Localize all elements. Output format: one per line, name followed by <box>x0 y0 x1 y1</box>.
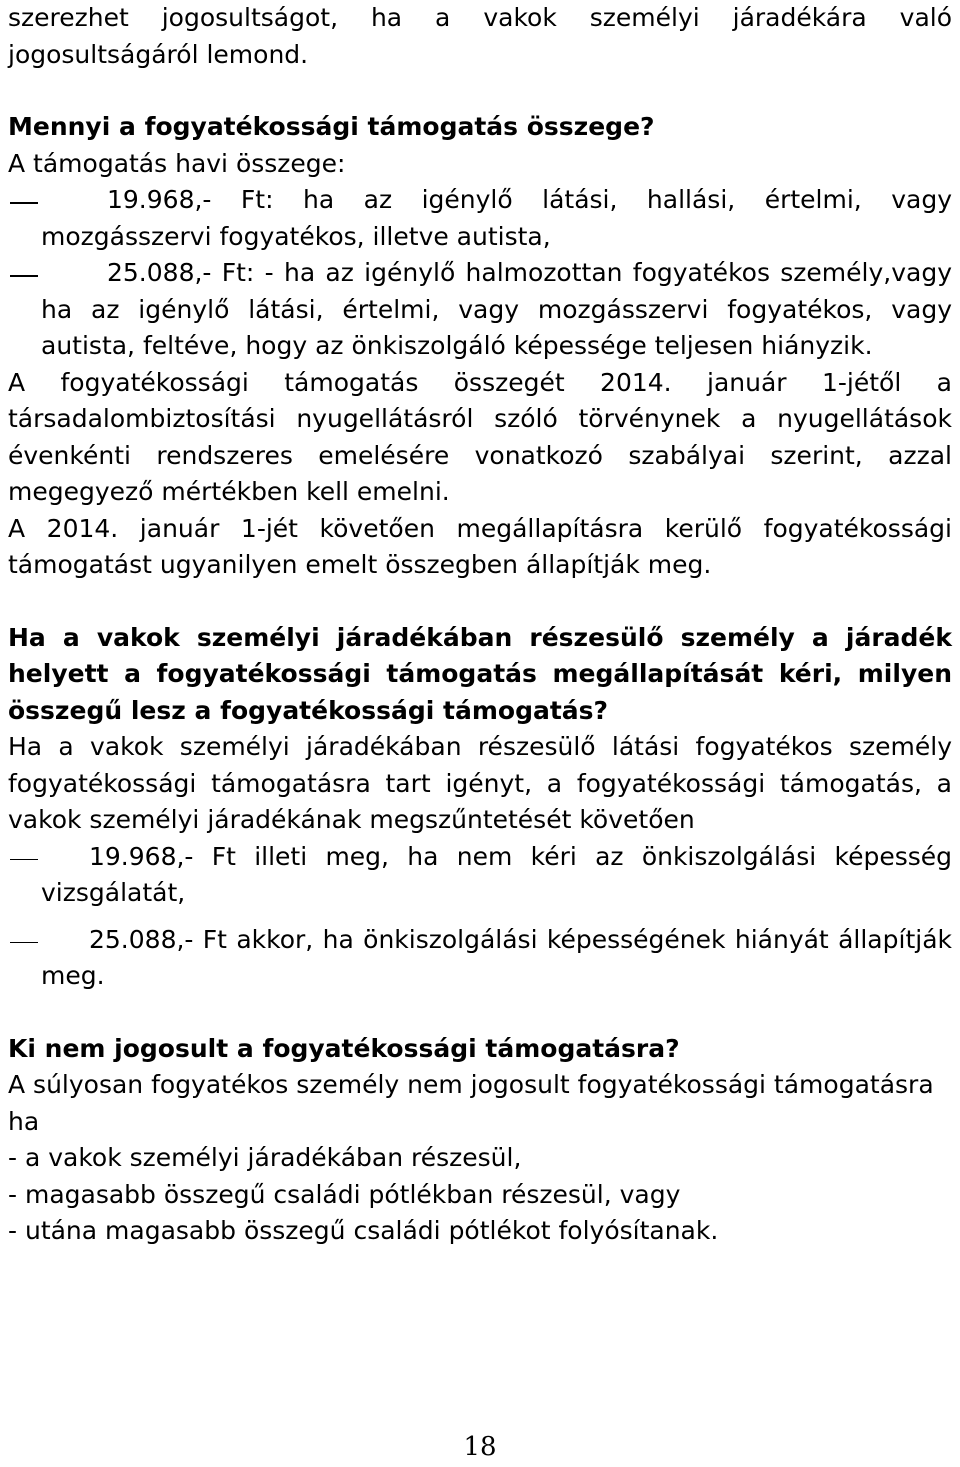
section1-lead: A támogatás havi összege: <box>8 148 346 178</box>
section1-paragraph-after-2014: A 2014. január 1-jét követően megállapításra kerülő fogyatékossági támogatást ugyanilyen emelt összegben állapítják meg. <box>8 513 952 579</box>
spacer <box>8 73 952 109</box>
section1-paragraph-increase: A fogyatékossági támogatás összegét 2014. január 1-jétől a társadalombiztosítási nyugellátásról szóló törvénynek a nyugellátások évenkénti rendszeres emelésére vonatkozó szabályai szerint, azzal megegyező mértékben kell emelni. <box>8 367 952 506</box>
section2-list-item-text: 19.968,- Ft illeti meg, ha nem kéri az önkiszolgálási képesség vizsgálatát, <box>41 841 952 907</box>
section3-list-item: - utána magasabb összegű családi pótlékot folyósítanak. <box>8 1216 719 1245</box>
spacer <box>8 995 952 1031</box>
intro-paragraph: szerezhet jogosultságot, ha a vakok személyi járadékára való jogosultságáról lemond. <box>8 3 952 69</box>
section2-heading: Ha a vakok személyi járadékában részesülő személy a járadék helyett a fogyatékossági támogatás megállapítását kéri, milyen összegű lesz a fogyatékossági támogatás? <box>8 622 952 725</box>
section1-list-item <box>8 182 952 255</box>
section2-list-item <box>8 839 952 912</box>
section3-list-item: - magasabb összegű családi pótlékban részesül, vagy <box>8 1179 681 1209</box>
section1-heading: Mennyi a fogyatékossági támogatás összege? <box>8 112 655 141</box>
section2-paragraph: Ha a vakok személyi járadékában részesülő látási fogyatékos személy fogyatékossági támogatásra tart igényt, a fogyatékossági támogatás, a vakok személyi járadékának megszűntetését követően <box>8 732 952 834</box>
section3-paragraph: A súlyosan fogyatékos személy nem jogosult fogyatékossági támogatásra ha <box>8 1070 934 1136</box>
page-number: 18 <box>463 1432 497 1462</box>
section1-list-item <box>8 255 952 365</box>
spacer <box>8 584 952 620</box>
section3-list-item: - a vakok személyi járadékában részesül, <box>8 1143 522 1172</box>
section2-list-item-text: 25.088,- Ft akkor, ha önkiszolgálási képességének hiányát állapítják meg. <box>41 924 952 990</box>
section1-list-item-text: 25.088,- Ft: - ha az igénylő halmozottan fogyatékos személy,vagy ha az igénylő látási, értelmi, vagy mozgásszervi fogyatékos, vagy autista, feltéve, hogy az önkiszolgáló képessége teljesen hiányzik. <box>41 258 952 360</box>
section3-heading: Ki nem jogosult a fogyatékossági támogatásra? <box>8 1033 680 1063</box>
section2-list-item <box>8 922 952 995</box>
section1-list-item-text: 19.968,- Ft: ha az igénylő látási, hallási, értelmi, vagy mozgásszervi fogyatékos, illetve autista, <box>41 185 952 251</box>
